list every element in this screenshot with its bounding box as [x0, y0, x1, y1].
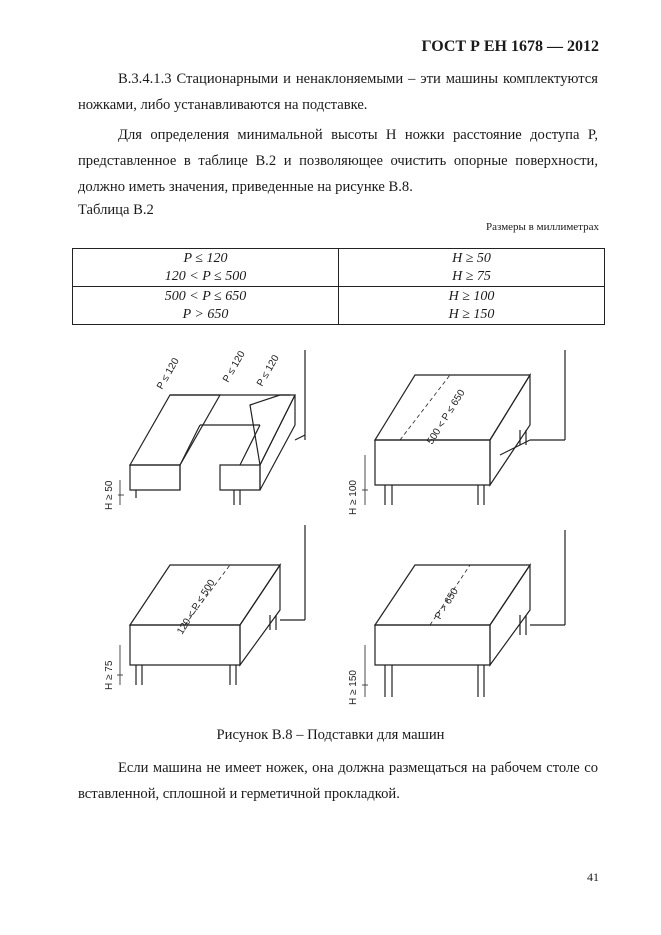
fig2-label-diag: 500 < P ≤ 650: [425, 387, 468, 447]
dimensions-table: [72, 248, 605, 325]
cell-line: 500 < P ≤ 650: [164, 289, 247, 304]
fig1-label-h: H ≥ 50: [104, 480, 115, 510]
table-cell-p: [73, 287, 339, 325]
cell-line: H ≥ 100: [448, 289, 495, 304]
table-cell-h: [339, 287, 605, 325]
page-number: 41: [587, 870, 599, 884]
table-row: [73, 249, 605, 287]
fig4-label-diag: P > 650: [433, 586, 461, 622]
stand-block-650: [362, 530, 565, 697]
cell-line: H ≥ 50: [452, 251, 491, 266]
cell-line: P > 650: [182, 307, 229, 322]
paragraph-text: Если машина не имеет ножек, она должна размещаться на рабочем столе со вставленной, сплошной и герметичной прокладкой.: [78, 760, 598, 802]
table-caption: Таблица В.2: [78, 202, 154, 218]
stand-block-120-500: [117, 525, 305, 685]
stand-block-500-650: [362, 350, 565, 505]
fig1-label-left: P ≤ 120: [155, 356, 182, 392]
fig1-label-right: P ≤ 120: [255, 353, 282, 389]
table-cell-p: [73, 249, 339, 287]
cell-line: 120 < P ≤ 500: [164, 269, 247, 284]
fig4-label-h: H ≥ 150: [348, 670, 359, 705]
figure-caption: Рисунок В.8 – Подставки для машин: [216, 727, 445, 743]
cell-line: H ≥ 150: [448, 307, 495, 322]
paragraph-text: Для определения минимальной высоты H ножки расстояние доступа P, представленное в таблице В.2 и позволяющее очистить опорные поверхности, должно иметь значения, приведенные на рисунке В.8.: [78, 127, 598, 195]
fig1-label-diag: P ≤ 120: [221, 349, 248, 385]
table-units-note: Размеры в миллиметрах: [486, 221, 599, 233]
paragraph-text: В.3.4.1.3 Стационарными и ненаклоняемыми – эти машины комплектуются ножками, либо устанавливаются на подставке.: [78, 71, 598, 113]
paragraph-b3413: [78, 66, 598, 118]
stand-u-shape: [118, 350, 305, 505]
paragraph-height-definition: [78, 122, 598, 200]
fig2-label-h: H ≥ 100: [348, 480, 359, 515]
table-row: [73, 287, 605, 325]
paragraph-no-legs: [78, 755, 598, 807]
fig3-label-diag: 120 < P ≤ 500: [175, 577, 218, 637]
document-header: ГОСТ Р ЕН 1678 — 2012: [421, 38, 599, 55]
table-cell-h: [339, 249, 605, 287]
cell-line: P ≤ 120: [183, 251, 228, 266]
figure-b8: [100, 345, 580, 715]
cell-line: H ≥ 75: [452, 269, 491, 284]
fig3-label-h: H ≥ 75: [104, 660, 115, 690]
